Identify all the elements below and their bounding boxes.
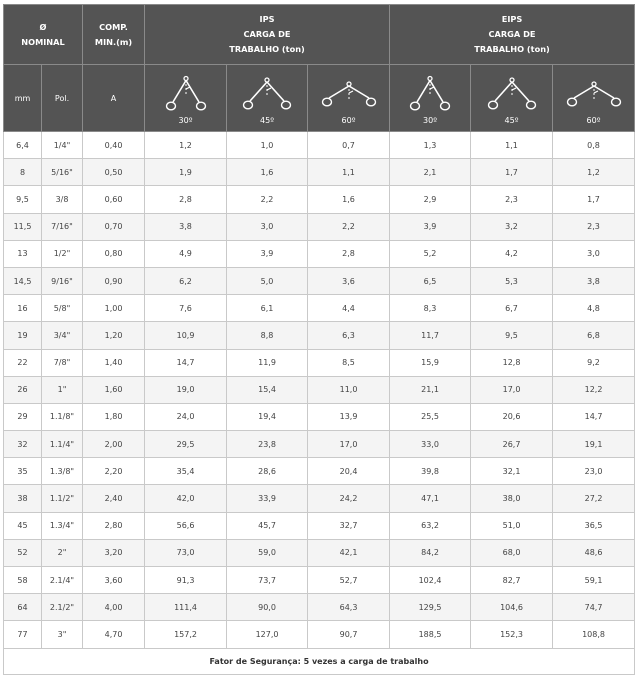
angle-label: 45º (260, 115, 274, 125)
eips-45-cell: 152,3 (471, 621, 553, 648)
ips-60-cell: 3,6 (308, 267, 390, 294)
ips-45-cell: 2,2 (227, 186, 308, 213)
two-leg-sling-60-icon (566, 75, 622, 115)
ips-30-cell: 6,2 (145, 267, 227, 294)
eips-45-cell: 38,0 (471, 485, 553, 512)
ips-45-cell: 45,7 (227, 512, 308, 539)
eips-30-cell: 33,0 (390, 431, 471, 458)
table-row (4, 458, 635, 485)
ips-45-cell: 90,0 (227, 594, 308, 621)
eips-60-cell: 6,8 (553, 322, 635, 349)
eips-60-cell: 9,2 (553, 349, 635, 376)
mm-cell: 14,5 (4, 267, 42, 294)
mm-cell: 35 (4, 458, 42, 485)
eips-45-cell: 32,1 (471, 458, 553, 485)
eips-30-cell: 129,5 (390, 594, 471, 621)
a-cell: 1,60 (83, 376, 145, 403)
pol-cell: 7/16" (42, 213, 83, 240)
mm-cell: 16 (4, 295, 42, 322)
angle-label: 30º (423, 115, 437, 125)
eips-45-cell: 1,1 (471, 132, 553, 159)
table-row (4, 567, 635, 594)
eips-60-cell: 1,2 (553, 159, 635, 186)
eips-60-cell: 2,3 (553, 213, 635, 240)
two-leg-sling-45-icon (241, 75, 293, 115)
eips-45-cell: 4,2 (471, 240, 553, 267)
ips-30-cell: 7,6 (145, 295, 227, 322)
mm-cell: 64 (4, 594, 42, 621)
a-cell: 4,70 (83, 621, 145, 648)
pol-cell: 1.1/8" (42, 403, 83, 430)
eips-60-cell: 4,8 (553, 295, 635, 322)
ips-30-cell: 42,0 (145, 485, 227, 512)
eips-45-cell: 26,7 (471, 431, 553, 458)
ips-60-cell: 2,8 (308, 240, 390, 267)
pol-cell: 2.1/4" (42, 567, 83, 594)
a-cell: 1,40 (83, 349, 145, 376)
eips-30-cell: 21,1 (390, 376, 471, 403)
pol-cell: 2" (42, 539, 83, 566)
mm-cell: 11,5 (4, 213, 42, 240)
mm-cell: 32 (4, 431, 42, 458)
ips-45-cell: 11,9 (227, 349, 308, 376)
eips-60-cell: 59,1 (553, 567, 635, 594)
ips-30-cell: 56,6 (145, 512, 227, 539)
a-cell: 1,00 (83, 295, 145, 322)
table-row (4, 213, 635, 240)
ips-30-cell: 1,2 (145, 132, 227, 159)
ips-45-cell: 28,6 (227, 458, 308, 485)
eips-60-cell: 1,7 (553, 186, 635, 213)
eips-45-cell: 2,3 (471, 186, 553, 213)
eips-30-cell: 5,2 (390, 240, 471, 267)
two-leg-sling-60-icon (321, 75, 377, 115)
a-cell: 0,40 (83, 132, 145, 159)
pol-cell: 1.1/4" (42, 431, 83, 458)
eips-30-cell: 63,2 (390, 512, 471, 539)
eips-30-cell: 1,3 (390, 132, 471, 159)
a-cell: 0,90 (83, 267, 145, 294)
ips-angle-60-header (308, 65, 390, 132)
mm-cell: 26 (4, 376, 42, 403)
eips-angle-60-header (553, 65, 635, 132)
header-row-sub (4, 65, 635, 132)
mm-cell: 29 (4, 403, 42, 430)
a-cell: 1,80 (83, 403, 145, 430)
eips-30-cell: 6,5 (390, 267, 471, 294)
ips-30-cell: 35,4 (145, 458, 227, 485)
pol-cell: 3/4" (42, 322, 83, 349)
mm-cell: 52 (4, 539, 42, 566)
pol-cell: 1.3/4" (42, 512, 83, 539)
ips-60-cell: 24,2 (308, 485, 390, 512)
ips-30-cell: 29,5 (145, 431, 227, 458)
ips-30-cell: 10,9 (145, 322, 227, 349)
eips-45-cell: 17,0 (471, 376, 553, 403)
ips-60-cell: 64,3 (308, 594, 390, 621)
ips-60-cell: 1,1 (308, 159, 390, 186)
eips-45-cell: 20,6 (471, 403, 553, 430)
a-cell: 0,80 (83, 240, 145, 267)
table-row (4, 403, 635, 430)
table-row (4, 376, 635, 403)
ips-45-cell: 15,4 (227, 376, 308, 403)
table-row (4, 594, 635, 621)
eips-60-cell: 48,6 (553, 539, 635, 566)
eips-60-cell: 12,2 (553, 376, 635, 403)
eips-45-cell: 6,7 (471, 295, 553, 322)
mm-cell: 22 (4, 349, 42, 376)
two-leg-sling-45-icon (486, 75, 538, 115)
ips-30-cell: 73,0 (145, 539, 227, 566)
ips-60-cell: 52,7 (308, 567, 390, 594)
eips-30-cell: 3,9 (390, 213, 471, 240)
eips-45-cell: 1,7 (471, 159, 553, 186)
eips-30-cell: 102,4 (390, 567, 471, 594)
a-cell: 4,00 (83, 594, 145, 621)
a-cell: 2,40 (83, 485, 145, 512)
eips-30-cell: 188,5 (390, 621, 471, 648)
eips-30-cell: 47,1 (390, 485, 471, 512)
eips-45-cell: 9,5 (471, 322, 553, 349)
two-leg-sling-30-icon (163, 75, 209, 115)
mm-cell: 45 (4, 512, 42, 539)
eips-60-cell: 3,0 (553, 240, 635, 267)
eips-45-cell: 3,2 (471, 213, 553, 240)
ips-45-cell: 19,4 (227, 403, 308, 430)
pol-cell: 5/8" (42, 295, 83, 322)
eips-45-cell: 12,8 (471, 349, 553, 376)
eips-60-cell: 19,1 (553, 431, 635, 458)
two-leg-sling-30-icon (407, 75, 453, 115)
ips-45-cell: 1,6 (227, 159, 308, 186)
table-row (4, 431, 635, 458)
pol-cell: 1/4" (42, 132, 83, 159)
ips-45-cell: 59,0 (227, 539, 308, 566)
a-cell: 1,20 (83, 322, 145, 349)
ips-30-cell: 91,3 (145, 567, 227, 594)
eips-30-cell: 2,9 (390, 186, 471, 213)
table-row (4, 132, 635, 159)
diameter-header: Ø NOMINAL (4, 5, 83, 65)
pol-cell: 1" (42, 376, 83, 403)
ips-45-cell: 73,7 (227, 567, 308, 594)
ips-60-cell: 2,2 (308, 213, 390, 240)
ips-60-cell: 1,6 (308, 186, 390, 213)
ips-60-cell: 17,0 (308, 431, 390, 458)
eips-60-cell: 36,5 (553, 512, 635, 539)
table-row (4, 240, 635, 267)
safety-factor-note: Fator de Segurança: 5 vezes a carga de trabalho (4, 648, 635, 674)
pol-cell: 9/16" (42, 267, 83, 294)
ips-30-cell: 3,8 (145, 213, 227, 240)
eips-30-cell: 2,1 (390, 159, 471, 186)
eips-45-cell: 82,7 (471, 567, 553, 594)
eips-30-cell: 25,5 (390, 403, 471, 430)
ips-60-cell: 11,0 (308, 376, 390, 403)
ips-30-cell: 14,7 (145, 349, 227, 376)
mm-cell: 9,5 (4, 186, 42, 213)
sling-load-table (3, 4, 635, 675)
ips-30-cell: 19,0 (145, 376, 227, 403)
eips-60-cell: 27,2 (553, 485, 635, 512)
ips-60-cell: 4,4 (308, 295, 390, 322)
ips-45-cell: 5,0 (227, 267, 308, 294)
ips-45-cell: 6,1 (227, 295, 308, 322)
angle-label: 60º (586, 115, 601, 125)
eips-angle-45-header (471, 65, 553, 132)
sling-load-table-container (3, 4, 634, 675)
ips-45-cell: 3,9 (227, 240, 308, 267)
ips-30-cell: 4,9 (145, 240, 227, 267)
a-cell: 0,60 (83, 186, 145, 213)
eips-45-cell: 5,3 (471, 267, 553, 294)
pol-cell: 1.3/8" (42, 458, 83, 485)
length-header: COMP. MIN.(m) (83, 5, 145, 65)
ips-60-cell: 90,7 (308, 621, 390, 648)
angle-label: 30º (178, 115, 193, 125)
mm-cell: 6,4 (4, 132, 42, 159)
ips-angle-30-header (145, 65, 227, 132)
table-row (4, 621, 635, 648)
eips-60-cell: 23,0 (553, 458, 635, 485)
eips-angle-30-header (390, 65, 471, 132)
table-body (4, 132, 635, 649)
ips-header: IPS CARGA DE TRABALHO (ton) (145, 5, 390, 65)
ips-60-cell: 8,5 (308, 349, 390, 376)
table-row (4, 512, 635, 539)
eips-45-cell: 51,0 (471, 512, 553, 539)
pol-cell: 1/2" (42, 240, 83, 267)
eips-60-cell: 3,8 (553, 267, 635, 294)
eips-45-cell: 104,6 (471, 594, 553, 621)
ips-45-cell: 23,8 (227, 431, 308, 458)
table-row (4, 485, 635, 512)
ips-60-cell: 13,9 (308, 403, 390, 430)
ips-60-cell: 0,7 (308, 132, 390, 159)
table-row (4, 322, 635, 349)
ips-30-cell: 157,2 (145, 621, 227, 648)
ips-30-cell: 1,9 (145, 159, 227, 186)
table-row (4, 159, 635, 186)
ips-45-cell: 33,9 (227, 485, 308, 512)
table-row (4, 349, 635, 376)
pol-cell: 7/8" (42, 349, 83, 376)
mm-cell: 8 (4, 159, 42, 186)
eips-60-cell: 0,8 (553, 132, 635, 159)
mm-cell: 19 (4, 322, 42, 349)
eips-60-cell: 74,7 (553, 594, 635, 621)
table-row (4, 267, 635, 294)
pol-cell: 2.1/2" (42, 594, 83, 621)
ips-45-cell: 3,0 (227, 213, 308, 240)
ips-angle-45-header (227, 65, 308, 132)
a-header: A (83, 65, 145, 132)
header-row-top (4, 5, 635, 65)
mm-cell: 58 (4, 567, 42, 594)
ips-45-cell: 1,0 (227, 132, 308, 159)
a-cell: 0,70 (83, 213, 145, 240)
eips-30-cell: 8,3 (390, 295, 471, 322)
pol-cell: 5/16" (42, 159, 83, 186)
eips-60-cell: 108,8 (553, 621, 635, 648)
ips-60-cell: 42,1 (308, 539, 390, 566)
mm-cell: 77 (4, 621, 42, 648)
eips-30-cell: 11,7 (390, 322, 471, 349)
footer-row (4, 648, 635, 674)
eips-30-cell: 15,9 (390, 349, 471, 376)
ips-45-cell: 8,8 (227, 322, 308, 349)
ips-30-cell: 111,4 (145, 594, 227, 621)
mm-cell: 13 (4, 240, 42, 267)
pol-cell: 1.1/2" (42, 485, 83, 512)
table-row (4, 539, 635, 566)
table-row (4, 186, 635, 213)
ips-60-cell: 20,4 (308, 458, 390, 485)
eips-30-cell: 39,8 (390, 458, 471, 485)
a-cell: 3,60 (83, 567, 145, 594)
mm-cell: 38 (4, 485, 42, 512)
a-cell: 3,20 (83, 539, 145, 566)
a-cell: 2,80 (83, 512, 145, 539)
mm-header: mm (4, 65, 42, 132)
angle-label: 60º (341, 115, 356, 125)
ips-45-cell: 127,0 (227, 621, 308, 648)
pol-cell: 3" (42, 621, 83, 648)
ips-60-cell: 6,3 (308, 322, 390, 349)
a-cell: 2,20 (83, 458, 145, 485)
eips-header: EIPS CARGA DE TRABALHO (ton) (390, 5, 635, 65)
pol-header: Pol. (42, 65, 83, 132)
pol-cell: 3/8 (42, 186, 83, 213)
a-cell: 0,50 (83, 159, 145, 186)
eips-60-cell: 14,7 (553, 403, 635, 430)
ips-30-cell: 2,8 (145, 186, 227, 213)
table-row (4, 295, 635, 322)
angle-label: 45º (504, 115, 519, 125)
ips-60-cell: 32,7 (308, 512, 390, 539)
eips-30-cell: 84,2 (390, 539, 471, 566)
eips-45-cell: 68,0 (471, 539, 553, 566)
ips-30-cell: 24,0 (145, 403, 227, 430)
a-cell: 2,00 (83, 431, 145, 458)
